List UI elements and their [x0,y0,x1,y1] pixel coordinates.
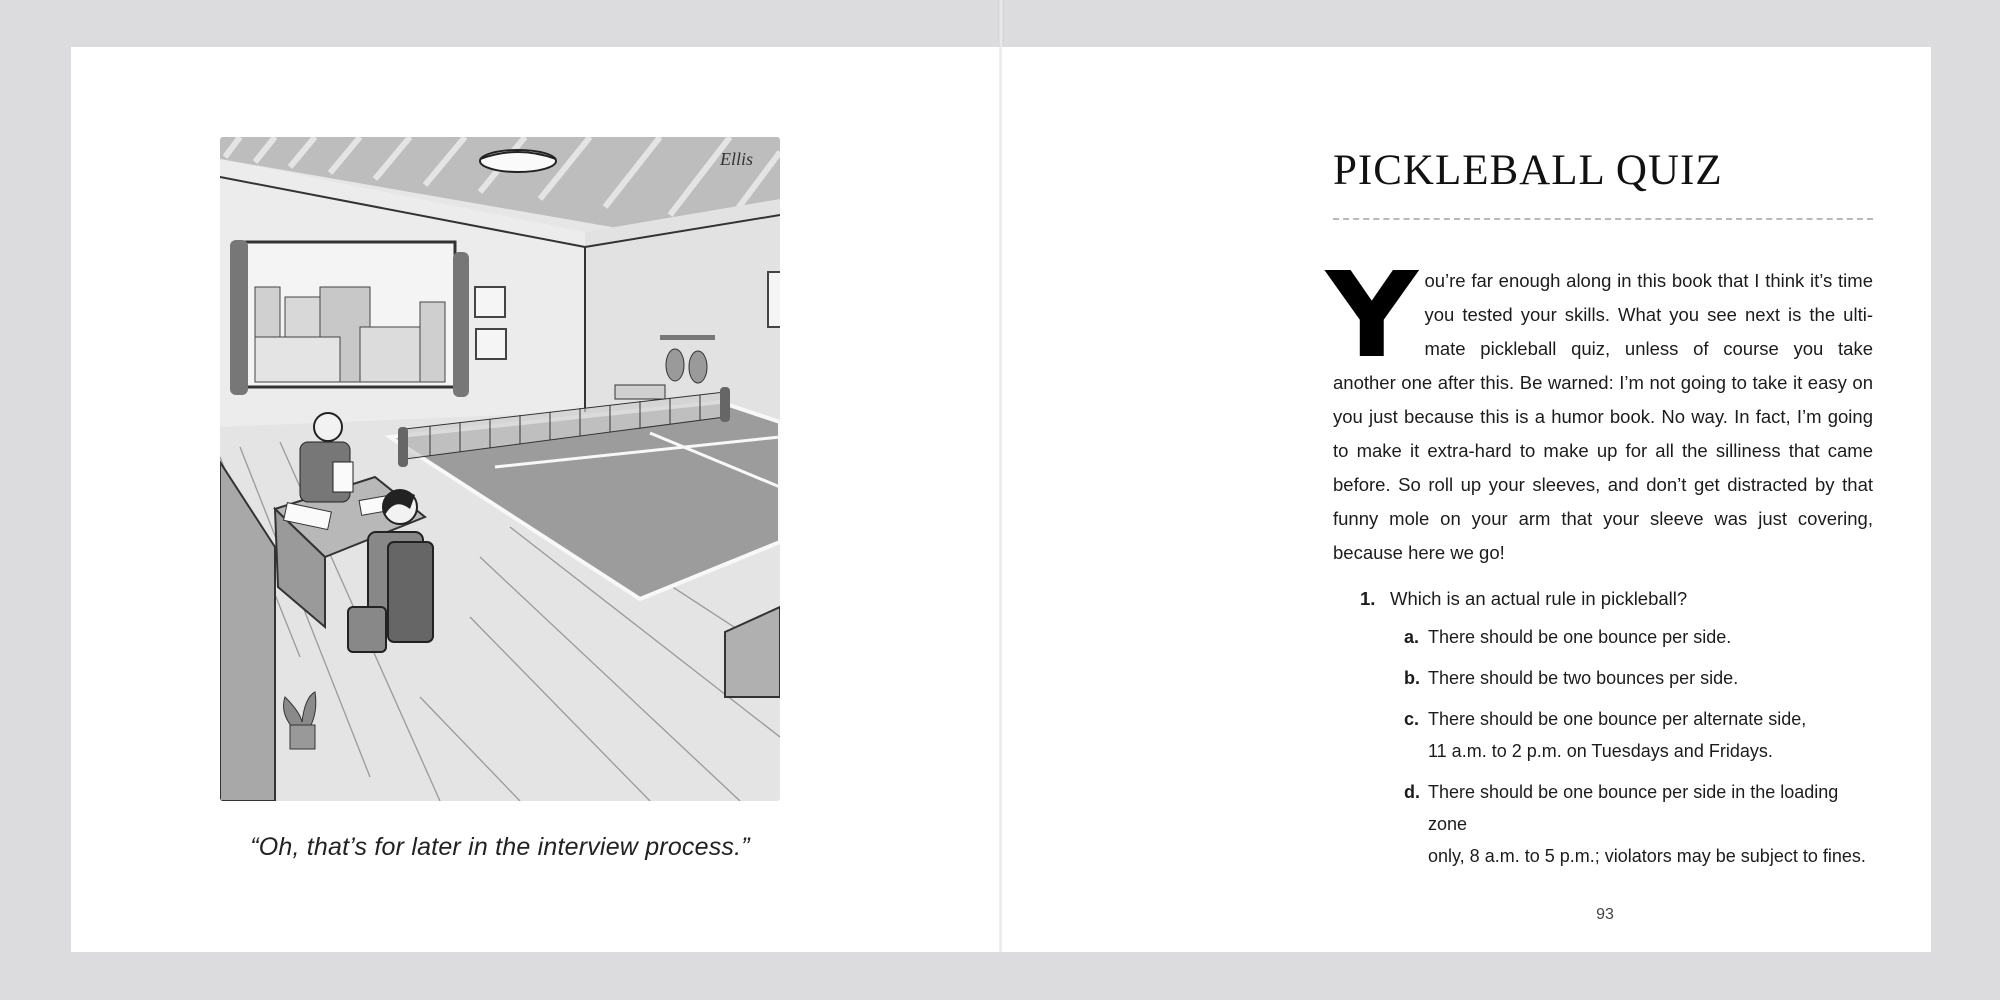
option-letter: b. [1404,668,1420,688]
option-text-line-2: 11 a.m. to 2 p.m. on Tuesdays and Fridays. [1428,741,1773,761]
option-letter: d. [1404,782,1420,802]
briefcase-icon [348,607,386,652]
book-gutter [999,47,1002,952]
option-text-line-2: only, 8 a.m. to 5 p.m.; violators may be subject to fines. [1428,846,1866,866]
intro-paragraph [1325,246,1873,570]
option-letter: c. [1404,709,1420,729]
question-number: 1. [1360,588,1376,609]
page-title: PICKLEBALL QUIZ [1333,147,1723,194]
quiz-question [1360,582,1880,616]
option-text-line-1: There should be one bounce per alternate side, [1428,709,1807,729]
cartoon-caption: “Oh, that’s for later in the interview process.” [250,833,750,861]
option-text-line-1: There should be one bounce per side in the loading zone [1428,782,1839,834]
answer-option-d [1404,776,1880,872]
intro-text: ou’re far enough along in this book that I think it’s time you tested your skills. What you see next is the ulti-mate pickleball quiz, unless of course you take another one after this. Be warned: I’m not going to take it easy on you just because this is a humor book. No way. In fact, I’m going to make it extra-hard to make up for all the silliness that came before. So roll up your sleeves, and don’t get distracted by that funny mole on your arm that your sleeve was just covering, because here we go! [1333,270,1873,563]
cartoon-illustration [220,137,780,801]
answer-option-a [1404,621,1880,653]
page-number: 93 [1596,906,1614,923]
ball-basket-icon [615,385,665,399]
quiz-section [1360,582,1880,881]
drop-cap: Y [1325,246,1418,384]
answer-option-b [1404,662,1880,694]
book-spine-top [998,0,1004,47]
title-divider [1333,218,1873,220]
ceiling-light-icon [480,150,556,172]
answer-options [1404,621,1880,872]
option-letter: a. [1404,627,1420,647]
artist-signature: Ellis [720,149,754,169]
option-text: There should be one bounce per side. [1428,627,1732,647]
window-icon [230,240,469,397]
question-text: Which is an actual rule in pickleball? [1390,588,1688,609]
option-text: There should be two bounces per side. [1428,668,1739,688]
answer-option-c [1404,703,1880,767]
